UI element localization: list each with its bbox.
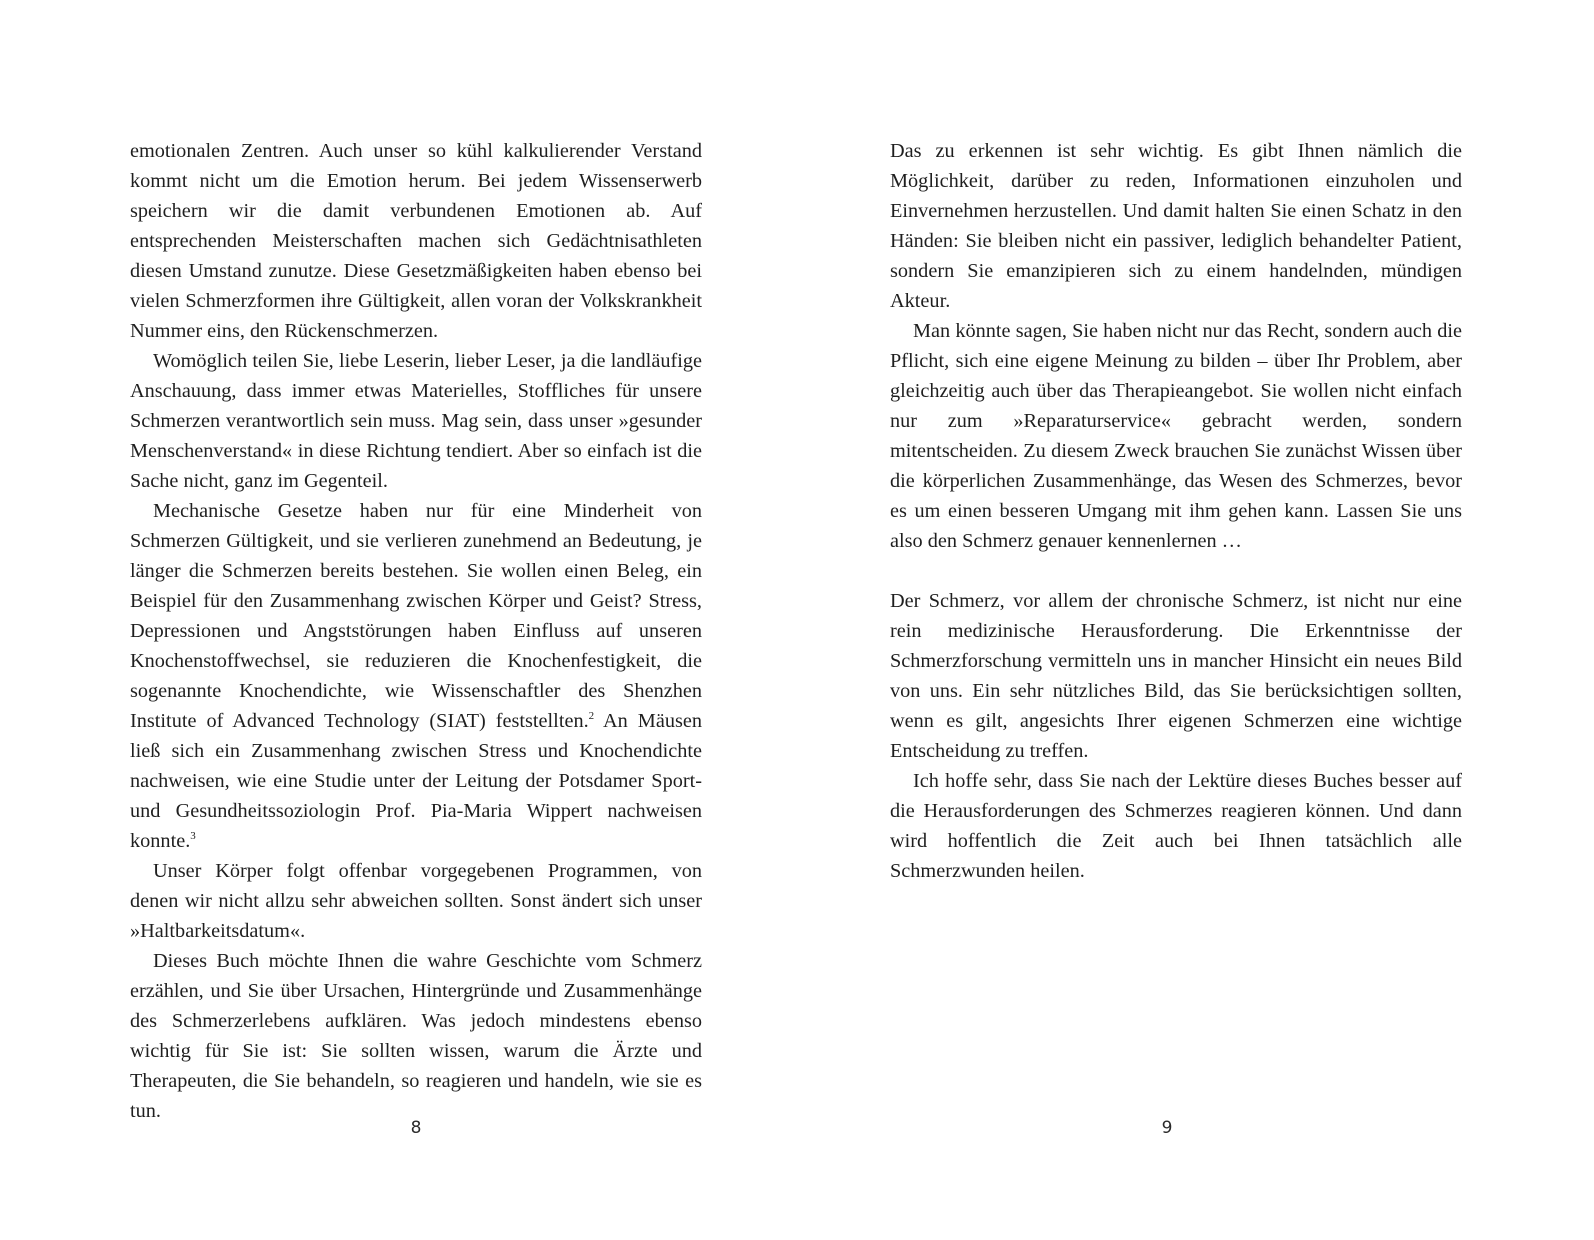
footnote-reference[interactable]: 3 <box>190 830 196 843</box>
paragraph: Man könnte sagen, Sie haben nicht nur das Recht, sondern auch die Pflicht, sich eine eigene Meinung zu bilden – über Ihr Problem, aber gleichzeitig auch über das Therapieangebot. Sie wollen nicht einfach nur zum »Reparaturservice« gebracht werden, sondern mitentscheiden. Zu diesem Zweck brauchen Sie zunächst Wissen über die körperlichen Zusammenhänge, das Wesen des Schmerzes, bevor es um einen besseren Umgang mit ihm gehen kann. Lassen Sie uns also den Schmerz genauer kennenlernen … <box>890 320 1462 552</box>
paragraph: emotionalen Zentren. Auch unser so kühl kalkulierender Verstand kommt nicht um die Emotion herum. Bei jedem Wissenserwerb speichern wir die damit verbundenen Emotionen ab. Auf entsprechenden Meisterschaften machen sich Gedächtnisathleten diesen Umstand zunutze. Diese Gesetzmäßigkeiten haben ebenso bei vielen Schmerzformen ihre Gültigkeit, allen voran der Volkskrankheit Nummer eins, den Rückenschmerzen. <box>130 140 702 342</box>
paragraph: Womöglich teilen Sie, liebe Leserin, lieber Leser, ja die landläufige Anschauung, dass immer etwas Materielles, Stoffliches für unsere Schmerzen verantwortlich sein muss. Mag sein, dass unser »gesunder Menschenverstand« in diese Richtung tendiert. Aber so einfach ist die Sache nicht, ganz im Gegenteil. <box>130 350 702 492</box>
paragraph: Der Schmerz, vor allem der chronische Schmerz, ist nicht nur eine rein medizinische Herausforderung. Die Erkenntnisse der Schmerzforschung vermitteln uns in mancher Hinsicht ein neues Bild von uns. Ein sehr nützliches Bild, das Sie berücksichtigen sollten, wenn es gilt, angesichts Ihrer eigenen Schmerzen eine wichtige Entscheidung zu treffen. <box>890 590 1462 762</box>
paragraph-text: Mechanische Gesetze haben nur für eine Minderheit von Schmerzen Gültigkeit, und sie verlieren zunehmend an Bedeutung, je länger die Schmerzen bereits bestehen. Sie wollen einen Beleg, ein Beispiel für den Zusammenhang zwischen Körper und Geist? Stress, Depressionen und Angststörungen haben Einfluss auf unseren Knochenstoffwechsel, sie reduzieren die Knochenfestigkeit, die sogenannte Knochendichte, wie Wissenschaftler des Shenzhen Institute of Advanced Technology (SIAT) feststellten. <box>130 500 702 732</box>
paragraph: Ich hoffe sehr, dass Sie nach der Lektüre dieses Buches besser auf die Herausforderungen des Schmerzes reagieren können. Und dann wird hoffentlich die Zeit auch bei Ihnen tatsächlich alle Schmerzwunden heilen. <box>890 770 1462 882</box>
paragraph: Unser Körper folgt offenbar vorgegebenen Programmen, von denen wir nicht allzu sehr abweichen sollten. Sonst ändert sich unser »Haltbarkeitsdatum«. <box>130 860 702 942</box>
page-number: 9 <box>1161 1118 1173 1138</box>
page-number: 8 <box>410 1118 422 1138</box>
paragraph-text: An Mäusen ließ sich ein Zusammenhang zwischen Stress und Knochendichte nachweisen, wie eine Studie unter der Leitung der Potsdamer Sport- und Gesundheitssoziologin Prof. Pia-Maria Wippert nachweisen konnte. <box>130 710 702 852</box>
right-page-text <box>890 136 1462 886</box>
paragraph <box>130 496 702 856</box>
paragraph: Dieses Buch möchte Ihnen die wahre Geschichte vom Schmerz erzählen, und Sie über Ursachen, Hintergründe und Zusammenhänge des Schmerzerlebens aufklären. Was jedoch mindestens ebenso wichtig für Sie ist: Sie sollten wissen, warum die Ärzte und Therapeuten, die Sie behandeln, so reagieren und handeln, wie sie es tun. <box>130 950 702 1122</box>
right-page <box>797 0 1594 1240</box>
footnote-reference[interactable]: 2 <box>588 710 595 723</box>
left-page-text <box>130 136 702 1126</box>
paragraph: Das zu erkennen ist sehr wichtig. Es gibt Ihnen nämlich die Möglichkeit, darüber zu reden, Informationen einzuholen und Einvernehmen herzustellen. Und damit halten Sie einen Schatz in den Händen: Sie bleiben nicht ein passiver, lediglich behandelter Patient, sondern Sie emanzipieren sich zu einem handelnden, mündigen Akteur. <box>890 140 1462 312</box>
